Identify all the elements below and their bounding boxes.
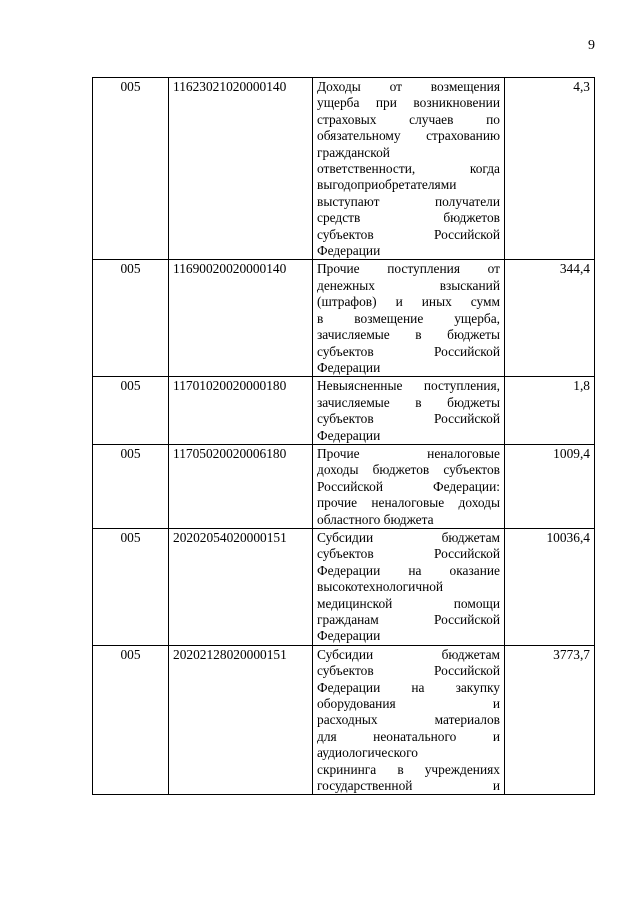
name-line: аудиологического (317, 745, 418, 761)
name-line: скрининга в учреждениях (317, 761, 500, 777)
table-row (93, 528, 595, 645)
name-line: субъектов Российской (317, 663, 500, 679)
name-line: Доходы от возмещения (317, 79, 500, 94)
admin-code-cell: 005 (93, 78, 169, 260)
name-line: ущерба при возникновении (317, 95, 500, 111)
budget-classification-code-cell: 11705020020006180 (169, 444, 313, 528)
budget-classification-code-cell: 11701020020000180 (169, 377, 313, 445)
amount-cell: 344,4 (505, 260, 595, 377)
budget-classification-code-cell: 20202054020000151 (169, 528, 313, 645)
admin-code-cell: 005 (93, 260, 169, 377)
name-line: для неонатального и (317, 728, 500, 744)
revenue-name-cell (313, 444, 505, 528)
table-row (93, 645, 595, 795)
budget-classification-code-cell: 11690020020000140 (169, 260, 313, 377)
budget-revenue-table (92, 77, 595, 795)
name-line: прочие неналоговые доходы (317, 495, 500, 511)
admin-code-cell: 005 (93, 377, 169, 445)
revenue-name-cell (313, 645, 505, 795)
name-line: Российской Федерации: (317, 478, 500, 494)
name-line: зачисляемые в бюджеты (317, 394, 500, 410)
name-line: ответственности, когда (317, 161, 500, 177)
name-line: высокотехнологичной (317, 579, 444, 595)
table-row (93, 377, 595, 445)
admin-code-cell: 005 (93, 645, 169, 795)
name-line: Субсидии бюджетам (317, 529, 500, 545)
name-line: обязательному страхованию (317, 128, 500, 144)
revenue-name-cell (313, 528, 505, 645)
name-line: гражданам Российской (317, 612, 500, 627)
revenue-name-cell (313, 377, 505, 445)
name-line: выгодоприобретателями (317, 177, 457, 193)
name-line: денежных взысканий (317, 277, 500, 293)
page-number: 9 (588, 38, 595, 53)
name-line: в возмещение ущерба, (317, 310, 500, 326)
revenue-name-cell (313, 78, 505, 260)
name-line: Федерации на закупку (317, 679, 500, 695)
name-line: Федерации (317, 359, 381, 375)
name-line: Прочие неналоговые (317, 445, 500, 461)
name-line: (штрафов) и иных сумм (317, 294, 500, 310)
amount-cell: 1009,4 (505, 444, 595, 528)
name-line: Федерации (317, 427, 381, 443)
name-line: государственной и (317, 778, 500, 794)
amount-cell: 3773,7 (505, 645, 595, 795)
name-line: субъектов Российской (317, 226, 500, 242)
name-line: оборудования и (317, 696, 500, 712)
name-line: медицинской помощи (317, 595, 500, 611)
name-line: зачисляемые в бюджеты (317, 327, 500, 343)
name-line: Федерации (317, 243, 381, 259)
name-line: Федерации (317, 628, 381, 644)
name-line: гражданской (317, 144, 390, 160)
budget-classification-code-cell: 11623021020000140 (169, 78, 313, 260)
revenue-name-cell (313, 260, 505, 377)
name-line: расходных материалов (317, 712, 500, 728)
name-line: выступают получатели (317, 193, 500, 209)
table-row (93, 444, 595, 528)
budget-classification-code-cell: 20202128020000151 (169, 645, 313, 795)
admin-code-cell: 005 (93, 528, 169, 645)
name-line: субъектов Российской (317, 546, 500, 562)
name-line: субъектов Российской (317, 411, 500, 427)
name-line: Прочие поступления от (317, 261, 500, 277)
amount-cell: 1,8 (505, 377, 595, 445)
name-line: страховых случаев по (317, 111, 500, 127)
name-line: областного бюджета (317, 511, 434, 527)
name-line: субъектов Российской (317, 343, 500, 359)
name-line: средств бюджетов (317, 210, 500, 226)
amount-cell: 4,3 (505, 78, 595, 260)
amount-cell: 10036,4 (505, 528, 595, 645)
admin-code-cell: 005 (93, 444, 169, 528)
table-row (93, 260, 595, 377)
name-line: Федерации на оказание (317, 562, 500, 578)
name-line: Субсидии бюджетам (317, 646, 500, 662)
name-line: Невыясненные поступления, (317, 378, 500, 394)
table-row (93, 78, 595, 260)
name-line: доходы бюджетов субъектов (317, 462, 500, 478)
